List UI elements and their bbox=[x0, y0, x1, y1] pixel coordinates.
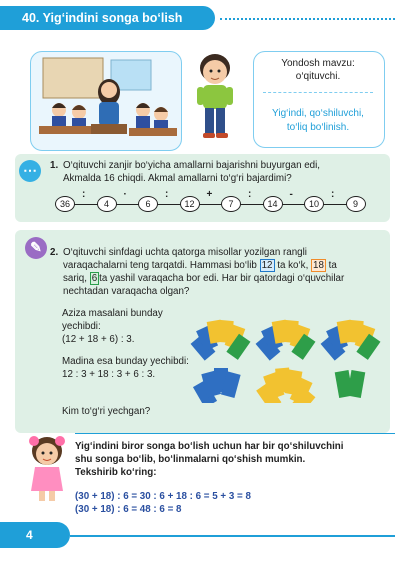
chain-operator: - bbox=[289, 189, 293, 200]
rule-examples bbox=[75, 490, 251, 516]
classroom-illustration bbox=[30, 51, 182, 151]
chain-number: 7 bbox=[221, 196, 241, 212]
rule-divider bbox=[75, 433, 395, 434]
exercise-2-text bbox=[63, 246, 388, 298]
exercise-2-line1: O‘qituvchi sinfdagi uchta qatorga misollar yozilgan rangli bbox=[63, 247, 307, 258]
green-card-fan bbox=[335, 370, 366, 398]
key-terms bbox=[253, 107, 383, 135]
mixed-card-fan-3 bbox=[321, 320, 381, 361]
rule-text: Yig‘indini biror songa bo‘lish uchun har bir qo‘shiluvchini shu songa bo‘lib, bo‘linmalarni qo‘shish mumkin. Tekshirib ko‘ring: bbox=[75, 441, 344, 478]
chain-number: 14 bbox=[263, 196, 283, 212]
madina-expression: 12 : 3 + 18 : 3 + 6 : 3. bbox=[62, 369, 156, 380]
girl-illustration bbox=[25, 435, 70, 505]
exercise-2-question: Kim to‘g‘ri yechgan? bbox=[62, 406, 151, 417]
example-1: (30 + 18) : 6 = 30 : 6 + 18 : 6 = 5 + 3 = 8 bbox=[75, 491, 251, 502]
related-topic-label bbox=[253, 57, 383, 83]
chain-number: 36 bbox=[55, 196, 75, 212]
madina-solution: Madina esa bunday yechibdi: 12 : 3 + 18 : 3 + 6 : 3. bbox=[62, 356, 189, 380]
chain-number: 12 bbox=[180, 196, 200, 212]
chain-operator: : bbox=[165, 189, 169, 200]
classroom-picture bbox=[31, 52, 181, 150]
green-count-box: 6 bbox=[91, 273, 98, 284]
orange-count-box: 18 bbox=[313, 260, 324, 271]
mixed-card-fan-2 bbox=[256, 320, 316, 361]
page-number: 4 bbox=[0, 522, 70, 548]
aziza-solution: Aziza masalani bunday yechibdi: (12 + 18 + 6) : 3. bbox=[62, 308, 163, 345]
aziza-expression: (12 + 18 + 6) : 3. bbox=[62, 334, 135, 345]
boy-illustration bbox=[188, 52, 243, 144]
related-topic-heading: Yondosh mavzu: bbox=[281, 58, 355, 69]
chain-operator: : bbox=[248, 189, 252, 200]
chain-operator: : bbox=[82, 189, 86, 200]
chain-operator: + bbox=[206, 189, 213, 200]
chain-operator: · bbox=[123, 189, 127, 200]
lesson-title: 40. Yig‘indini songa bo‘lish bbox=[22, 11, 183, 25]
key-terms-line1: Yig‘indi, qo‘shiluvchi, bbox=[272, 108, 364, 119]
chain-number: 9 bbox=[346, 196, 366, 212]
blue-card-fan bbox=[193, 368, 241, 403]
chain-number: 10 bbox=[304, 196, 324, 212]
footer-line bbox=[70, 535, 395, 537]
exercise-2-line4: nechtadan varaqacha olgan? bbox=[63, 286, 190, 297]
chain-number: 4 bbox=[97, 196, 117, 212]
exercise-2-line2: varaqachalarni teng tarqatdi. Hammasi bo‘lib 12 ta ko‘k, 18 ta bbox=[63, 260, 337, 271]
exercise-1-text bbox=[63, 159, 383, 185]
exercise-2-line3: sariq, 6 ta yashil varaqacha bor edi. Har bir qatordagi o‘quvchilar bbox=[63, 273, 345, 284]
mixed-card-fan-1 bbox=[191, 320, 251, 361]
exercise-1-number: 1. bbox=[50, 160, 59, 171]
card-fans-illustration bbox=[190, 298, 390, 403]
header-divider bbox=[220, 18, 395, 20]
pencil-icon: ✎ bbox=[25, 237, 47, 259]
chain-number: 6 bbox=[138, 196, 158, 212]
exercise-1-line1: O‘qituvchi zanjir bo‘yicha amallarni bajarishni buyurgan edi, bbox=[63, 160, 321, 171]
chain-operator: : bbox=[331, 189, 335, 200]
chat-bubble-icon: ⋯ bbox=[19, 160, 41, 182]
example-2: (30 + 18) : 6 = 48 : 6 = 8 bbox=[75, 504, 182, 515]
key-terms-line2: to‘liq bo‘linish. bbox=[286, 122, 350, 133]
blue-count-box: 12 bbox=[261, 260, 273, 271]
exercise-2-number: 2. bbox=[50, 247, 59, 258]
related-topic-value: o‘qituvchi. bbox=[295, 71, 341, 82]
topic-divider bbox=[263, 92, 373, 93]
yellow-card-fan bbox=[256, 368, 315, 403]
exercise-1-line2: Akmalda 16 chiqdi. Akmal amallarni to‘g‘ri bajardimi? bbox=[63, 173, 292, 184]
